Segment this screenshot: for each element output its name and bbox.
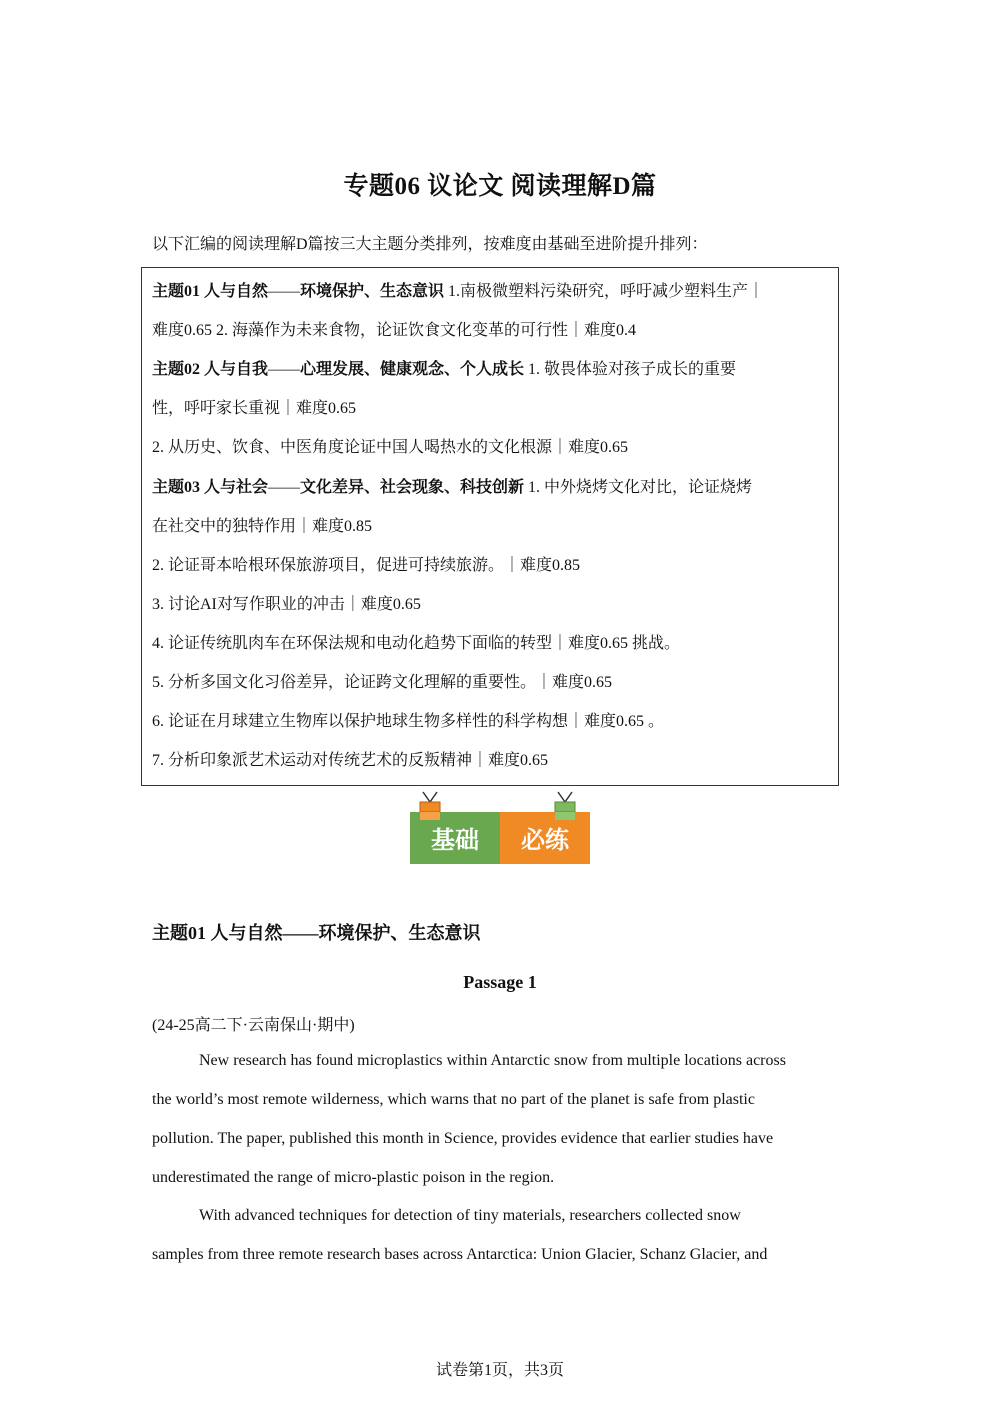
contents-box: [141, 267, 839, 786]
theme3-line3: 2. 论证哥本哈根环保旅游项目，促进可持续旅游。｜难度0.85: [152, 557, 581, 574]
theme2-line2: 性，呼吁家长重视｜难度0.65: [152, 400, 357, 417]
theme3-line6: 5. 分析多国文化习俗差异，论证跨文化理解的重要性。｜难度0.65: [152, 674, 613, 691]
basic-practice-badge: [400, 788, 600, 870]
theme1-subtitle: 环境保护、生态意识: [300, 283, 445, 300]
paragraph-line: samples from three remote research bases across Antarctica: Union Glacier, Schanz Glacier, and: [152, 1246, 768, 1263]
badge-graphic: [400, 788, 600, 870]
paragraph-line: underestimated the range of micro-plastic poison in the region.: [152, 1169, 555, 1186]
theme1-line1: [152, 278, 764, 301]
theme2-line3: 2. 从历史、饮食、中医角度论证中国人喝热水的文化根源｜难度0.65: [152, 439, 629, 456]
paragraph-line: With advanced techniques for detection of tiny materials, researchers collected snow: [199, 1207, 741, 1224]
badge-left-text: 基础: [431, 826, 479, 854]
passage-title: Passage 1: [463, 972, 537, 992]
intro-text: 以下汇编的阅读理解D篇按三大主题分类排列，按难度由基础至进阶提升排列：: [152, 236, 708, 253]
theme1-line2: 难度0.65 2. 海藻作为未来食物，论证饮食文化变革的可行性｜难度0.4: [152, 322, 637, 339]
theme2-dash: ——: [268, 361, 301, 378]
paragraph-2: [152, 1196, 852, 1274]
paragraph-line: pollution. The paper, published this month in Science, provides evidence that earlier studies have: [152, 1130, 774, 1147]
theme3-line1: [152, 474, 752, 497]
theme3-line8: 7. 分析印象派艺术运动对传统艺术的反叛精神｜难度0.65: [152, 752, 549, 769]
theme2-subtitle: 心理发展、健康观念、个人成长: [300, 361, 525, 378]
page-title: 专题06 议论文 阅读理解D篇: [343, 173, 657, 200]
theme3-line7: 6. 论证在月球建立生物库以保护地球生物多样性的科学构想｜难度0.65 。: [152, 713, 665, 730]
theme3-item1: 1. 中外烧烤文化对比，论证烧烤: [524, 479, 753, 496]
badge-right-text: 必练: [521, 826, 569, 854]
theme3-label: 主题03 人与社会: [152, 479, 269, 496]
theme2-label: 主题02 人与自我: [152, 361, 269, 378]
theme3-line5: 4. 论证传统肌肉车在环保法规和电动化趋势下面临的转型｜难度0.65 挑战。: [152, 635, 681, 652]
page-footer: 试卷第1页，共3页: [435, 1362, 564, 1379]
theme2-line1: [152, 356, 736, 379]
theme3-line4: 3. 讨论AI对写作职业的冲击｜难度0.65: [152, 596, 421, 613]
paragraph-line: New research has found microplastics within Antarctic snow from multiple locations across: [199, 1052, 786, 1069]
paragraph-1: [152, 1041, 852, 1197]
paragraph-line: the world’s most remote wilderness, which warns that no part of the planet is safe from plastic: [152, 1091, 755, 1108]
theme1-item1: 1.南极微塑料污染研究，呼吁减少塑料生产｜: [444, 283, 765, 300]
section-heading: 主题01 人与自然——环境保护、生态意识: [152, 923, 481, 943]
theme3-subtitle: 文化差异、社会现象、科技创新: [300, 479, 525, 496]
theme3-line2: 在社交中的独特作用｜难度0.85: [152, 518, 373, 535]
theme2-item1: 1. 敬畏体验对孩子成长的重要: [524, 361, 737, 378]
passage-source: (24-25高二下·云南保山·期中): [152, 1017, 355, 1034]
theme1-dash: ——: [268, 283, 301, 300]
theme3-dash: ——: [268, 479, 301, 496]
theme1-label: 主题01 人与自然: [152, 283, 269, 300]
